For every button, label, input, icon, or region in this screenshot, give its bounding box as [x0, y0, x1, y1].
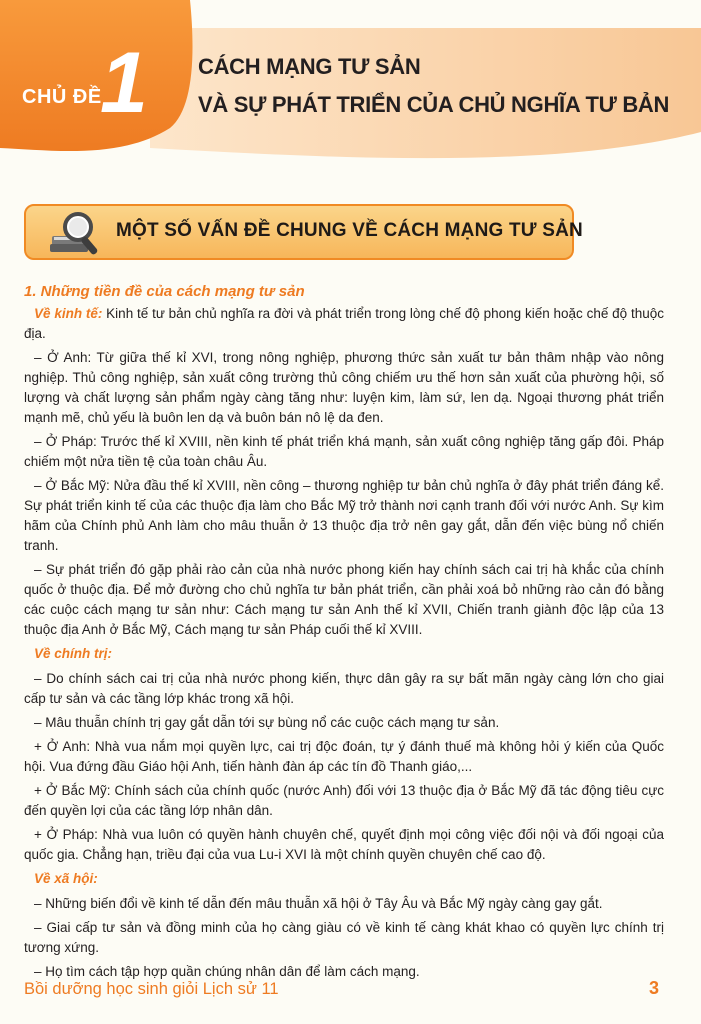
chapter-title-line-1: CÁCH MẠNG TƯ SẢN — [198, 54, 421, 79]
politics-label-line — [24, 644, 664, 664]
paragraph: – Những biến đổi về kinh tế dẫn đến mâu thuẫn xã hội ở Tây Âu và Bắc Mỹ ngày càng gay gắt. — [34, 896, 603, 911]
main-content — [24, 283, 664, 986]
magnifier-book-icon — [48, 206, 108, 262]
chapter-title-line-2: VÀ SỰ PHÁT TRIỂN CỦA CHỦ NGHĨA TƯ BẢN — [198, 92, 670, 117]
paragraph: + Ở Pháp: Nhà vua luôn có quyền hành chuyên chế, quyết định mọi công việc đối nội và đối ngoại của quốc gia. Chẳng hạn, triều đại của vua Lu-i XVI là một chính quyền chuyên chế cao độ. — [24, 827, 664, 862]
economy-intro-text: Kinh tế tư bản chủ nghĩa ra đời và phát triển trong lòng chế độ phong kiến hoặc chế độ thuộc địa. — [24, 306, 665, 341]
paragraph: – Giai cấp tư sản và đồng minh của họ càng giàu có về kinh tế càng khát khao có quyền lực chính trị tương xứng. — [24, 920, 664, 955]
paragraph: – Mâu thuẫn chính trị gay gắt dẫn tới sự bùng nổ các cuộc cách mạng tư sản. — [34, 715, 500, 730]
footer-book-title: Bồi dưỡng học sinh giỏi Lịch sử 11 — [24, 980, 279, 998]
society-label-line — [24, 869, 664, 889]
subheading: 1. Những tiền đề của cách mạng tư sản — [24, 283, 305, 300]
paragraph: + Ở Bắc Mỹ: Chính sách của chính quốc (nước Anh) đối với 13 thuộc địa ở Bắc Mỹ đã tác động tiêu cực đến quyền lợi của các tầng lớp nhân dân. — [24, 783, 664, 818]
paragraph: – Ở Anh: Từ giữa thế kỉ XVI, trong nông nghiệp, phương thức sản xuất tư bản thâm nhập vào nông nghiệp. Thủ công nghiệp, sản xuất công trường thủ công chiếm ưu thế hơn sản xuất của phường hội, số lượng và chất lượng sản phẩm ngày càng tăng như: luyện kim, làm sứ, len dạ. Ngoại thương phát triển mạnh mẽ, chủ yếu là buôn len dạ và buôn bán nô lệ da đen. — [24, 350, 664, 425]
page-number: 3 — [648, 978, 659, 998]
economy-intro-paragraph — [24, 304, 664, 344]
paragraph: – Họ tìm cách tập hợp quần chúng nhân dân để làm cách mạng. — [34, 964, 420, 979]
section-title: MỘT SỐ VẤN ĐỀ CHUNG VỀ CÁCH MẠNG TƯ SẢN — [116, 220, 583, 241]
paragraph: – Sự phát triển đó gặp phải rào cản của nhà nước phong kiến hay chính sách cai trị hà khắc của chính quốc ở thuộc địa. Để mở đường cho chủ nghĩa tư bản phát triển, cần phải xoá bỏ những rào cản đó bằng các cuộc cách mạng tư sản như: Cách mạng tư sản Anh thế kỉ XVII, Chiến tranh giành độc lập của 13 thuộc địa Anh ở Bắc Mỹ, Cách mạng tư sản Pháp cuối thế kỉ XVIII. — [24, 562, 664, 637]
paragraph: – Do chính sách cai trị của nhà nước phong kiến, thực dân gây ra sự bất mãn ngày càng lớn cho giai cấp tư sản và các tầng lớp khác trong xã hội. — [24, 671, 664, 706]
economy-label: Về kinh tế: — [34, 306, 103, 321]
section-header — [24, 204, 583, 260]
topic-number: 1 — [100, 35, 148, 131]
paragraph: – Ở Pháp: Trước thế kỉ XVIII, nền kinh tế phát triển khá mạnh, sản xuất công nghiệp tăng gấp đôi. Pháp chiếm một nửa tiền tệ của toàn châu Âu. — [24, 434, 664, 469]
society-label: Về xã hội: — [34, 871, 98, 886]
paragraph: – Ở Bắc Mỹ: Nửa đầu thế kỉ XVIII, nền công – thương nghiệp tư bản chủ nghĩa ở đây phát triển đáng kể. Sự phát triển kinh tế của các thuộc địa làm cho Bắc Mỹ trở thành nơi cạnh tranh đối với nước Anh. Sự kìm hãm của Chính phủ Anh làm cho mâu thuẫn ở 13 thuộc địa trở nên gay gắt, dẫn đến việc bùng nổ chiến tranh. — [24, 478, 664, 553]
paragraph: + Ở Anh: Nhà vua nắm mọi quyền lực, cai trị độc đoán, tự ý đánh thuế mà không hỏi ý kiến của Quốc hội. Vua đứng đầu Giáo hội Anh, tiến hành đàn áp các tín đồ Thanh giáo,... — [24, 739, 664, 774]
chapter-title — [198, 48, 688, 124]
topic-label: CHỦ ĐỀ — [22, 86, 102, 108]
politics-label: Về chính trị: — [34, 646, 113, 661]
